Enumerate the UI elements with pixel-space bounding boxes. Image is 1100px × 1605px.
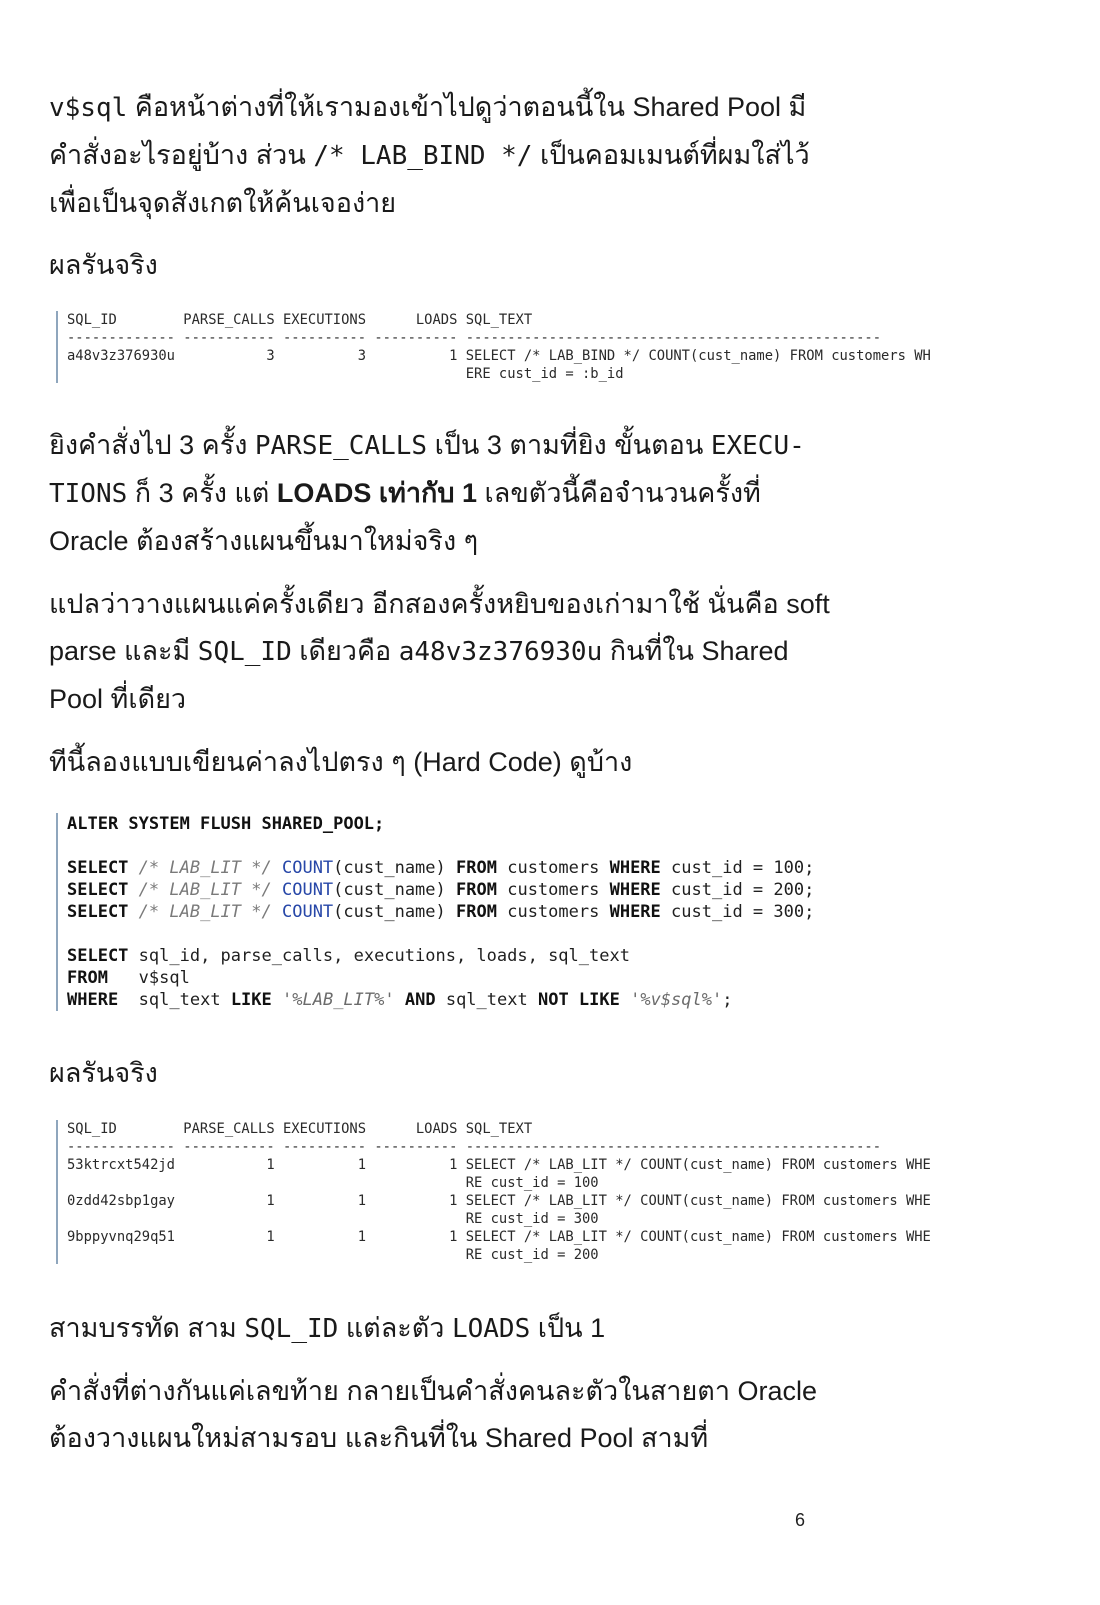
output-separator: ------------- ----------- ---------- ---------- -------------------------------------------------- — [67, 330, 882, 346]
query-output-2 — [56, 1120, 997, 1264]
paragraph-text: ยิงคำสั่งไป 3 ครั้ง — [49, 430, 255, 460]
code-token: (cust_name) — [333, 902, 446, 922]
output-header: SQL_ID PARSE_CALLS EXECUTIONS LOADS SQL_TEXT — [67, 312, 533, 328]
paragraph-text: ก็ 3 ครั้ง แต่ — [127, 478, 277, 508]
sql-code-block — [56, 813, 997, 1011]
output-row: 9bppyvnq29q51 1 1 1 SELECT /* LAB_LIT */ COUNT(cust_name) FROM customers WHE — [67, 1229, 931, 1245]
inline-code-executions: EXECU-TIONS — [49, 431, 805, 509]
paragraph-text: เดียวคือ — [291, 636, 399, 666]
code-token: (cust_name) — [333, 858, 446, 878]
output-separator: ------------- ----------- ---------- ---------- -------------------------------------------------- — [67, 1139, 882, 1155]
code-blank-line — [67, 923, 997, 945]
query-output-1 — [56, 311, 997, 383]
code-line-select-100 — [67, 857, 997, 879]
code-value: 300; — [773, 902, 815, 922]
code-token: customers — [507, 880, 600, 900]
code-value: 200; — [773, 880, 815, 900]
code-keyword: SELECT — [67, 946, 129, 966]
bold-loads-equals-1: LOADS เท่ากับ 1 — [276, 478, 478, 508]
output-header: SQL_ID PARSE_CALLS EXECUTIONS LOADS SQL_TEXT — [67, 1121, 533, 1137]
paragraph-conclusion: คำสั่งที่ต่างกันแค่เลขท้าย กลายเป็นคำสั่งคนละตัวในสายตา Oracle ต้องวางแผนใหม่สามรอบ และกินที่ใน Shared Pool สามที่ — [49, 1376, 818, 1453]
code-keyword: FROM — [456, 902, 497, 922]
code-keyword: WHERE — [609, 902, 661, 922]
code-comment: /* LAB_LIT */ — [138, 880, 272, 900]
result-heading-1: ผลรันจริง — [49, 250, 158, 280]
code-token: sql_text — [445, 990, 528, 1010]
output-row: RE cust_id = 300 — [67, 1211, 599, 1227]
code-token: customers — [507, 902, 600, 922]
code-token: sql_id, parse_calls, executions, loads, sql_text — [138, 946, 630, 966]
paragraph-text: เป็น 1 — [530, 1313, 606, 1343]
paragraph-text: เป็น 3 ตามที่ยิง ขั้นตอน — [427, 430, 711, 460]
output-row: 0zdd42sbp1gay 1 1 1 SELECT /* LAB_LIT */ COUNT(cust_name) FROM customers WHE — [67, 1193, 931, 1209]
inline-code-sql-id: SQL_ID — [244, 1314, 339, 1344]
inline-code-sql-id-value: a48v3z376930u — [398, 637, 603, 667]
output-row: RE cust_id = 100 — [67, 1175, 599, 1191]
code-keyword: FROM — [456, 880, 497, 900]
paragraph-text: เป็นคอมเมนต์ที่ผมใส่ไว้เพื่อเป็นจุดสังเกตให้ค้นเจอง่าย — [49, 140, 810, 218]
code-keyword: WHERE — [609, 880, 661, 900]
code-line-select-300 — [67, 901, 997, 923]
paragraph-text: เลขตัวนี้คือจำนวนครั้งที่ Oracle ต้องสร้างแผนขึ้นมาใหม่จริง ๆ — [49, 478, 761, 556]
code-keyword: SELECT — [67, 902, 129, 922]
code-token: (cust_name) — [333, 880, 446, 900]
inline-code-sql-id: SQL_ID — [197, 637, 292, 667]
inline-code-parse-calls: PARSE_CALLS — [254, 431, 428, 461]
code-token: cust_id = — [671, 880, 764, 900]
paragraph-three-sql-ids — [49, 1305, 839, 1353]
code-keyword: SELECT — [67, 880, 129, 900]
code-line-from — [67, 967, 997, 989]
code-blank-line — [67, 835, 997, 857]
output-row: a48v3z376930u 3 3 1 SELECT /* LAB_BIND */ COUNT(cust_name) FROM customers WH — [67, 348, 931, 364]
paragraph-hard-code-intro: ทีนี้ลองแบบเขียนค่าลงไปตรง ๆ (Hard Code) ดูบ้าง — [49, 747, 633, 777]
paragraph-text: สามบรรทัด สาม — [49, 1313, 245, 1343]
code-line-select-vsql — [67, 945, 997, 967]
code-function: COUNT — [281, 880, 334, 900]
code-token: customers — [507, 858, 600, 878]
paragraph-vsql-explanation — [49, 84, 839, 227]
inline-code-lab-bind: /* LAB_BIND */ — [313, 141, 533, 171]
code-keyword: NOT LIKE — [537, 990, 620, 1010]
code-keyword: AND — [404, 990, 436, 1010]
code-keyword: FROM — [67, 968, 108, 988]
paragraph-text: กินที่ใน Shared Pool ที่เดียว — [49, 636, 789, 714]
code-function: COUNT — [281, 902, 334, 922]
code-keyword: WHERE — [67, 990, 119, 1010]
code-keyword: FROM — [456, 858, 497, 878]
page-number: 6 — [795, 1510, 806, 1530]
code-line-select-200 — [67, 879, 997, 901]
inline-code-vsql: v$sql — [49, 93, 128, 123]
paragraph-text: แปลว่าวางแผนแค่ครั้งเดียว อีกสองครั้งหยิบของเก่ามาใช้ นั่นคือ soft parse และมี — [49, 589, 830, 666]
code-keyword: WHERE — [609, 858, 661, 878]
code-keyword: LIKE — [230, 990, 272, 1010]
paragraph-soft-parse — [49, 581, 839, 723]
output-row: ERE cust_id = :b_id — [67, 366, 624, 382]
code-token: cust_id = — [671, 902, 764, 922]
code-comment: /* LAB_LIT */ — [138, 858, 272, 878]
code-string: '%LAB_LIT%' — [282, 990, 395, 1010]
paragraph-parse-calls — [49, 422, 839, 565]
code-keyword: SELECT — [67, 858, 129, 878]
inline-code-loads: LOADS — [451, 1314, 531, 1344]
result-heading-2: ผลรันจริง — [49, 1058, 158, 1088]
code-comment: /* LAB_LIT */ — [138, 902, 272, 922]
output-row: 53ktrcxt542jd 1 1 1 SELECT /* LAB_LIT */ COUNT(cust_name) FROM customers WHE — [67, 1157, 931, 1173]
code-function: COUNT — [281, 858, 334, 878]
paragraph-text: คือหน้าต่างที่ให้เรามองเข้าไปดูว่าตอนนี้ใน Shared Pool มีคำสั่งอะไรอยู่บ้าง ส่วน — [49, 92, 807, 170]
paragraph-text: แต่ละตัว — [338, 1313, 452, 1343]
code-string: '%v$sql%' — [630, 990, 723, 1010]
code-token: cust_id = — [671, 858, 764, 878]
output-row: RE cust_id = 200 — [67, 1247, 599, 1263]
code-line-flush: ALTER SYSTEM FLUSH SHARED_POOL; — [67, 814, 385, 834]
code-token: sql_text — [138, 990, 221, 1010]
code-token: v$sql — [138, 968, 190, 988]
code-line-where: WHERE sql_text LIKE '%LAB_LIT%' AND sql_text NOT LIKE '%v$sql%'; — [67, 990, 733, 1010]
code-value: 100; — [773, 858, 815, 878]
